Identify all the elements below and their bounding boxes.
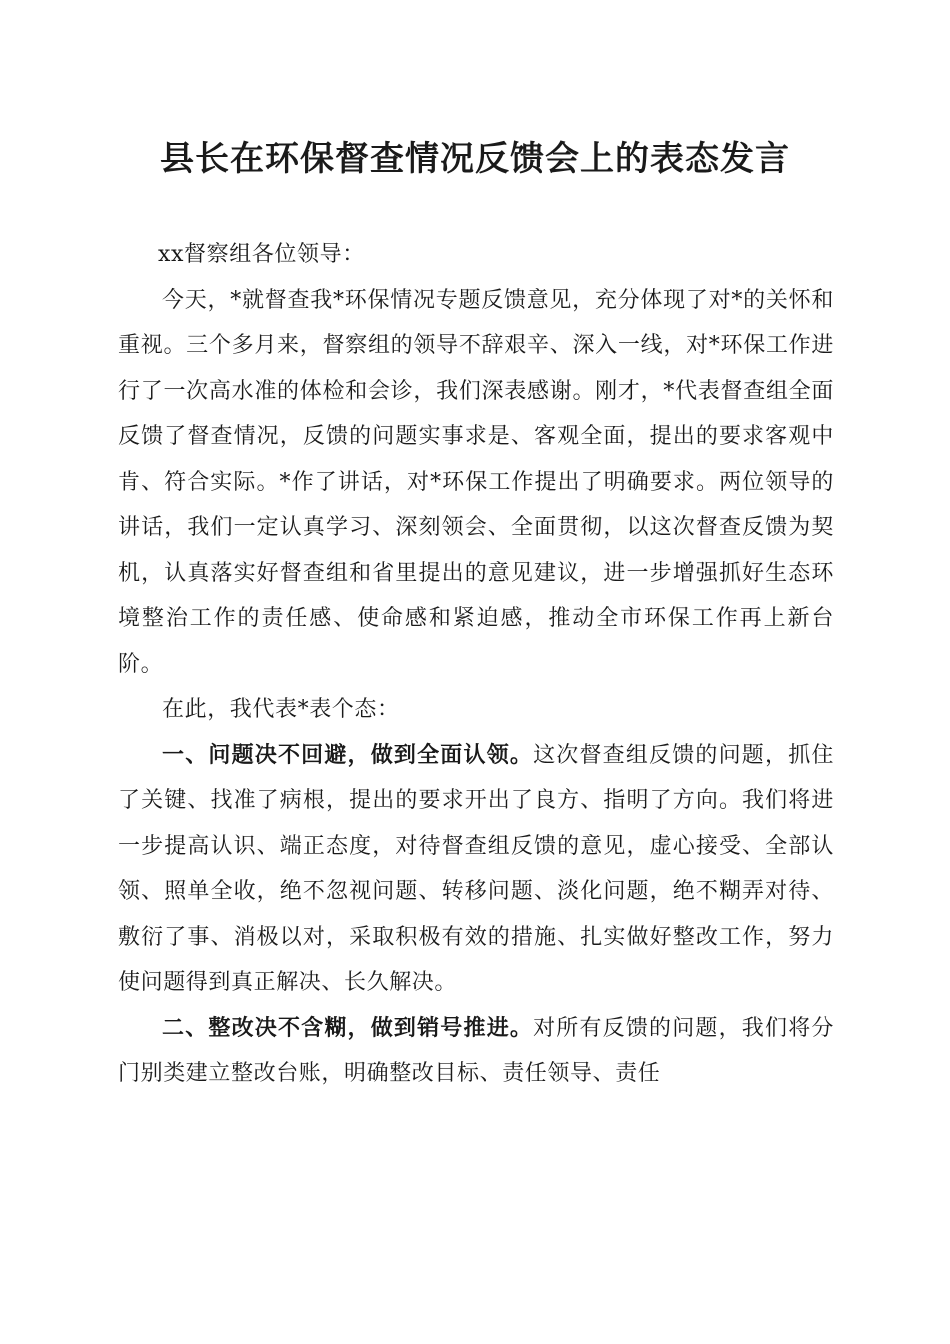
paragraph-point-one (118, 733, 834, 1006)
paragraph-intro (118, 278, 834, 688)
paragraph-text: 这次督查组反馈的问题，抓住了关键、找准了病根，提出的要求开出了良方、指明了方向。我们将进一步提高认识、端正态度，对待督查组反馈的意见，虚心接受、全部认领、照单全收，绝不忽视问题、转移问题、淡化问题，绝不糊弄对待、敷衍了事、消极以对，采取积极有效的措施、扎实做好整改工作，努力使问题得到真正解决、长久解决。 (118, 742, 834, 995)
point-heading: 二、整改决不含糊，做到销号推进。 (162, 1015, 534, 1041)
document-title: 县长在环保督查情况反馈会上的表态发言 (160, 139, 790, 179)
paragraph-text: 今天，*就督查我*环保情况专题反馈意见，充分体现了对*的关怀和重视。三个多月来，督察组的领导不辞艰辛、深入一线，对*环保工作进行了一次高水准的体检和会诊，我们深表感谢。刚才，*代表督查组全面反馈了督查情况，反馈的问题实事求是、客观全面，提出的要求客观中肯、符合实际。*作了讲话，对*环保工作提出了明确要求。两位领导的讲话，我们一定认真学习、深刻领会、全面贯彻，以这次督查反馈为契机，认真落实好督查组和省里提出的意见建议，进一步增强抓好生态环境整治工作的责任感、使命感和紧迫感，推动全市环保工作再上新台阶。 (118, 287, 834, 677)
salutation: xx督察组各位领导： (158, 242, 365, 267)
point-heading: 一、问题决不回避，做到全面认领。 (162, 742, 534, 768)
paragraph-text: 对所有反馈的问题，我们将分门别类建立整改台账，明确整改目标、责任领导、责任 (118, 1015, 834, 1086)
paragraph-statement (118, 687, 834, 733)
document-body (118, 232, 834, 1097)
paragraph-text: 在此，我代表*表个态： (162, 697, 400, 722)
paragraph-point-two (118, 1006, 834, 1097)
